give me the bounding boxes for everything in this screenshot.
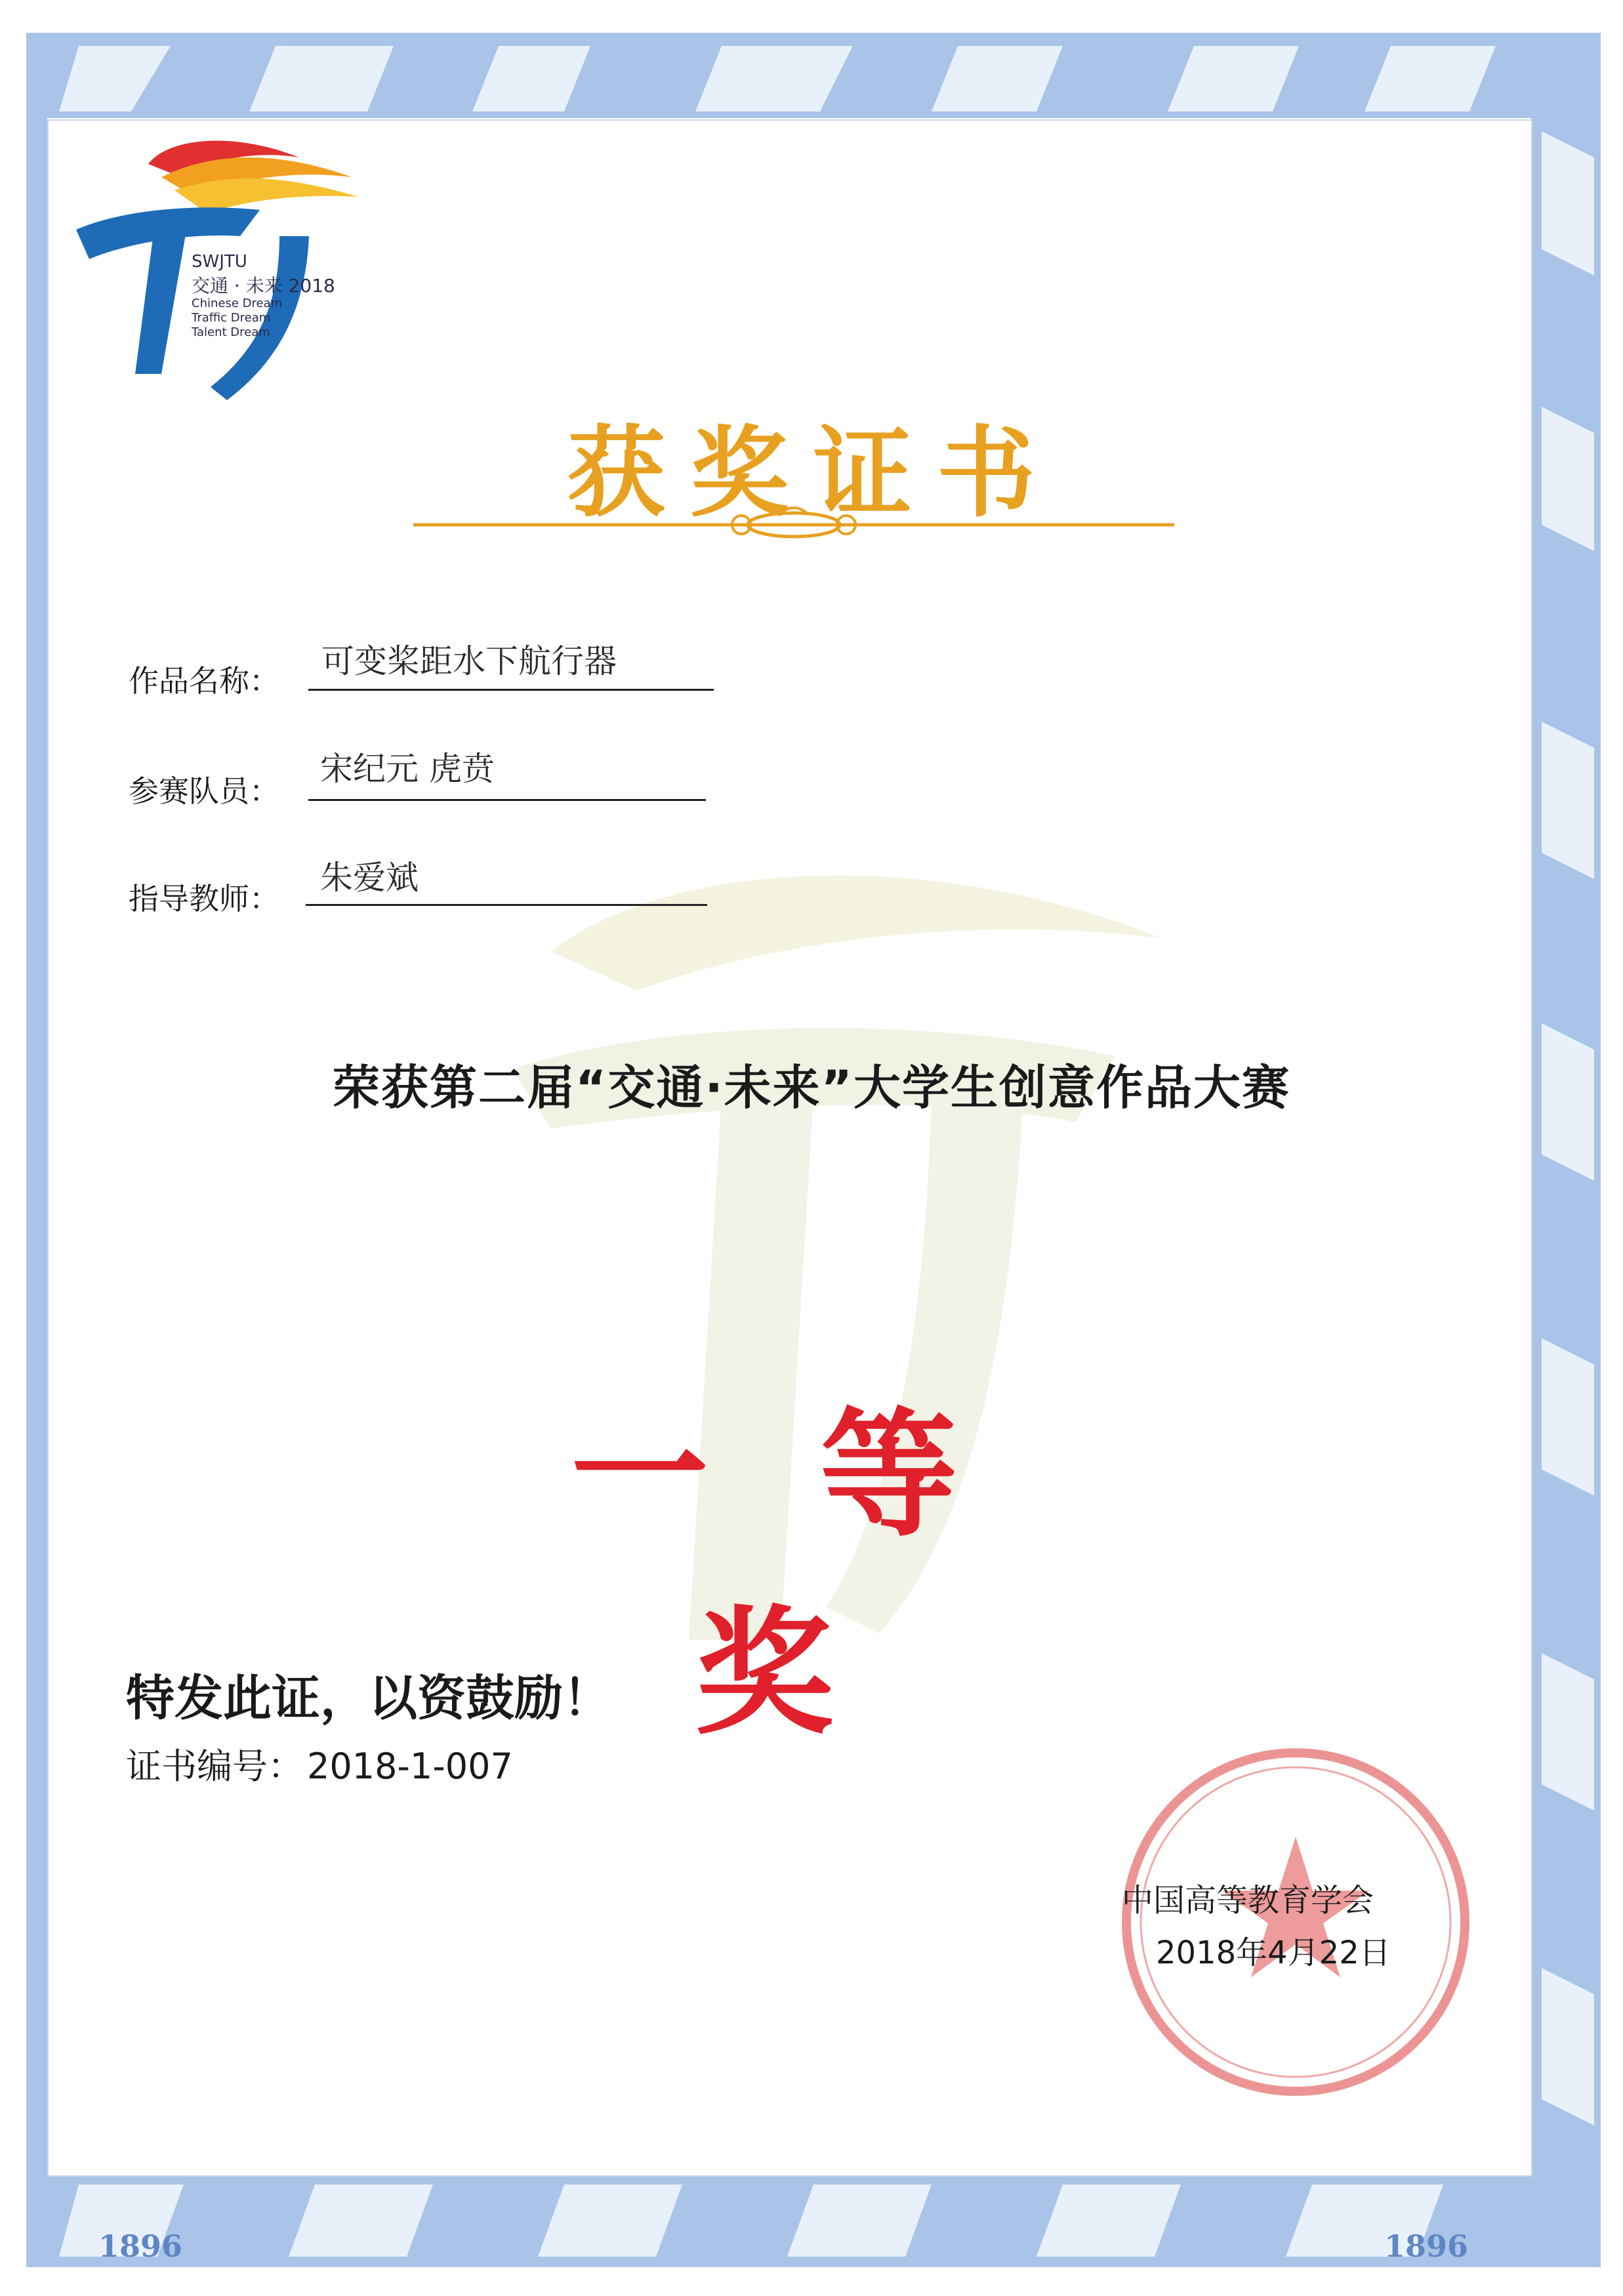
border-year-left: 1896 <box>98 2228 183 2264</box>
official-seal <box>1112 1738 1479 2106</box>
title-ornament <box>413 505 1174 544</box>
field-label-work: 作品名称： <box>129 663 279 699</box>
field-value-advisor: 朱爱斌 <box>320 859 419 897</box>
issue-date: 2018年4月22日 <box>1156 1935 1391 1971</box>
issuer-name: 中国高等教育学会 <box>1122 1882 1374 1919</box>
field-label-members: 参赛队员： <box>129 773 279 809</box>
certificate-number-label: 证书编号： <box>126 1746 303 1787</box>
contest-statement: 荣获第二届“交通·未来”大学生创意作品大赛 <box>333 1060 1290 1115</box>
certificate-title: 获奖证书 <box>566 415 1060 531</box>
field-label-advisor: 指导教师： <box>129 881 279 916</box>
certificate-number-value: 2018-1-007 <box>307 1746 513 1787</box>
field-underline-members <box>308 799 706 801</box>
award-level: 一等奖 <box>570 1393 1069 1753</box>
field-value-work: 可变桨距水下航行器 <box>321 642 617 680</box>
logo-line-4: Traffic Dream <box>192 311 271 325</box>
logo-line-5: Talent Dream <box>192 325 270 339</box>
logo-line-2: 交通 · 未来 2018 <box>192 275 335 297</box>
certificate-number <box>126 1738 513 1789</box>
border-year-right: 1896 <box>1384 2228 1469 2264</box>
logo-line-1: SWJTU <box>192 252 247 272</box>
field-underline-work <box>308 689 714 691</box>
logo-line-3: Chinese Dream <box>192 297 283 310</box>
field-value-members: 宋纪元 虎贲 <box>320 750 495 788</box>
closing-statement: 特发此证，以资鼓励！ <box>126 1670 611 1727</box>
field-underline-advisor <box>306 904 707 906</box>
